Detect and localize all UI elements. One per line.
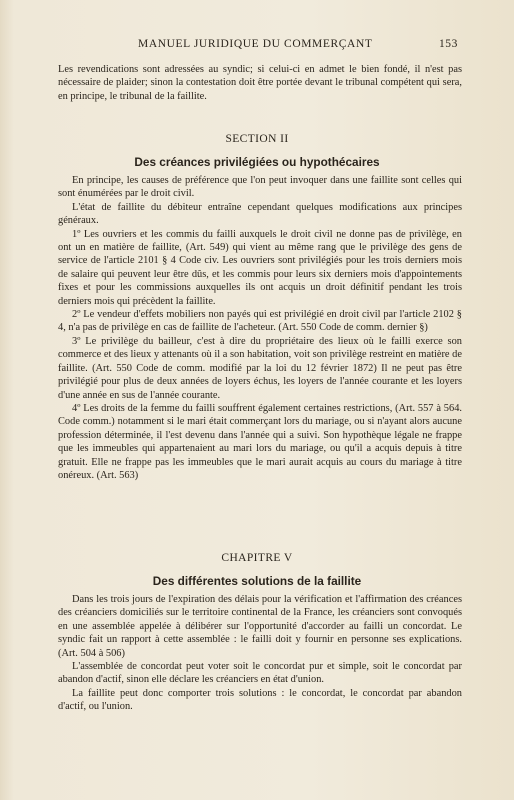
page-number: 153 bbox=[438, 38, 458, 50]
section-label: SECTION II bbox=[225, 133, 289, 145]
section-paragraph: 2º Le vendeur d'effets mobiliers non payés qui est privilégié en droit civil par l'article 2102 § 4, n'a pas de privilège en cas de faillite de l'acheteur. (Art. 550 Code de comm. dernier §) bbox=[58, 309, 462, 334]
section-body bbox=[58, 174, 462, 482]
section-paragraph: En principe, les causes de préférence que l'on peut invoquer dans une faillite sont celles qui sont énumérées par le droit civil. bbox=[58, 175, 462, 200]
chapter-paragraph: L'assemblée de concordat peut voter soit le concordat pur et simple, soit le concordat par abandon d'actif, sinon elle déclare les créanciers en état d'union. bbox=[58, 661, 462, 686]
section-title: Des créances privilégiées ou hypothécaires bbox=[134, 155, 380, 169]
intro-paragraph: Les revendications sont adressées au syndic; si celui-ci en admet le bien fondé, il n'est pas nécessaire de plaider; sinon la contestation doit être portée devant le tribunal compétent qui sera, en principe, le tribunal de la faillite. bbox=[58, 64, 462, 102]
chapter-paragraph: Dans les trois jours de l'expiration des délais pour la vérification et l'affirmation des créances des créanciers domiciliés sur le territoire continental de la France, les créanciers sont convoqués en une assemblée appelée à délibérer sur l'opportunité d'accorder au failli un concordat. Le syndic fait un rapport à cette assemblée : le failli doit y fournir en personne ses explications. (Art. 504 à 506) bbox=[58, 594, 462, 659]
chapter-label: CHAPITRE V bbox=[221, 552, 293, 564]
section-paragraph: 3º Le privilège du bailleur, c'est à dire du propriétaire des lieux où le failli exerce son commerce et des lieux y attenants où il a son habitation, voit son privilège restreint en matière de faillite. (Art. 550 Code de comm. modifié par la loi du 12 février 1872) Il ne peut pas être privilégié pour plus de deux années de loyers échus, les loyers de l'année courante et les loyers d'une année en sus de l'année courante. bbox=[58, 335, 462, 401]
section-paragraph: 4º Les droits de la femme du failli souffrent également certaines restrictions, (Art. 557 à 564. Code comm.) notamment si le mari était commerçant lors du mariage, ou si n'ayant alors aucune profession déterminée, il l'est devenu dans l'année qui a suivi. Son hypothèque légale ne frappe que les immeubles qui appartenaient au mari lors du mariage, ou qu'il a acquis depuis à titre gratuit. Elle ne frappe pas les immeubles que le mari aurait acquis au cours du mariage à titre onéreux. (Art. 563) bbox=[58, 402, 462, 481]
chapter-body bbox=[58, 593, 462, 714]
chapter-paragraph: La faillite peut donc comporter trois solutions : le concordat, le concordat par abandon d'actif, ou l'union. bbox=[58, 687, 462, 713]
running-title: MANUEL JURIDIQUE DU COMMERÇANT bbox=[138, 38, 373, 50]
intro-block bbox=[58, 63, 462, 103]
chapter-title: Des différentes solutions de la faillite bbox=[152, 574, 362, 588]
section-paragraph: 1º Les ouvriers et les commis du failli auxquels le droit civil ne donne pas de privilège, en ont un en matière de faillite, (Art. 549) qui vient au même rang que le privilège des gens de service de l'article 2101 § 4 Code civ. Les ouvriers sont privilégiés pour les trois derniers mois de salaire qui peuvent leur être dûs, et les commis pour leurs six derniers mois d'appointements fixes et pour les commissions auxquelles ils ont acquis un droit définitif pendant les trois derniers mois qui précèdent la faillite. bbox=[58, 228, 462, 307]
running-header bbox=[0, 38, 514, 52]
section-paragraph: L'état de faillite du débiteur entraîne cependant quelques modifications aux principes généraux. bbox=[58, 201, 462, 227]
